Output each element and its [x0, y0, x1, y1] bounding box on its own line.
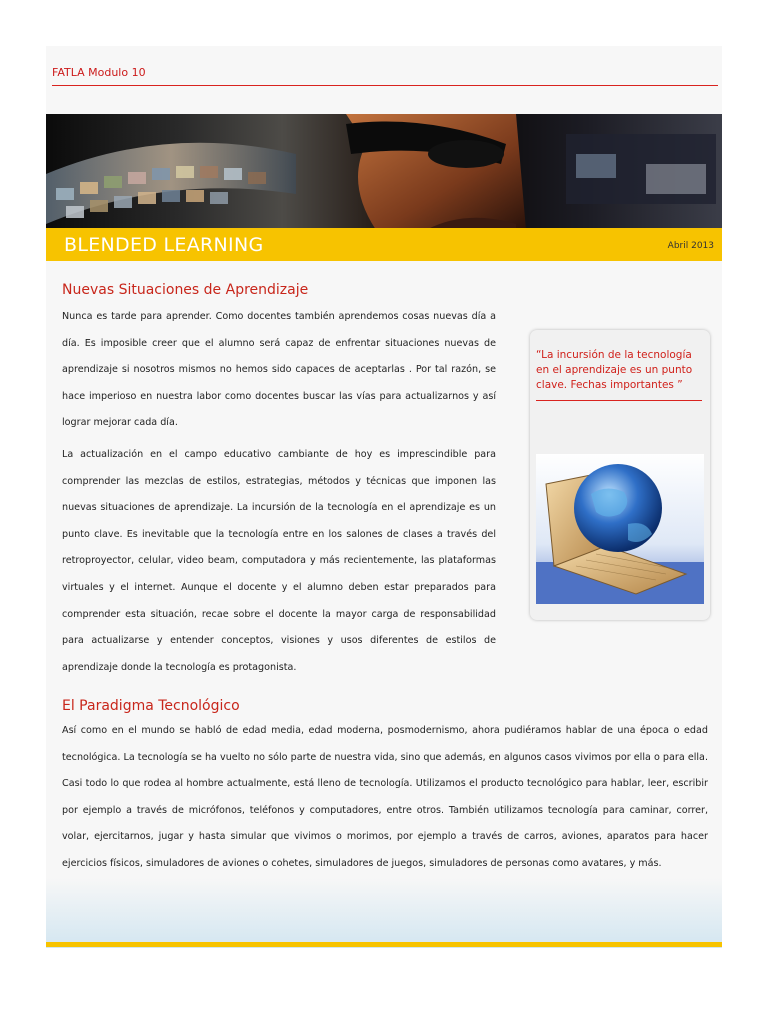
- section2-paragraph: Así como en el mundo se habló de edad media, edad moderna, posmodernismo, ahora pudiéramos hablar de una época o edad tecnológica. La tecnología se ha vuelto no sólo parte de nuestra vida, sino que además, en algunos casos vivimos por ella o para ella. Casi todo lo que rodea al hombre actualmente, está lleno de tecnología. Utilizamos el producto tecnológico para hablar, leer, escribir por ejemplo a través de micrófonos, teléfonos y computadores, entre otros. También utilizamos tecnología para caminar, correr, volar, ejercitarnos, jugar y hasta simular que vivimos o morimos, por ejemplo a través de carros, aviones, aparatos para hacer ejercicios físicos, simuladores de aviones o cohetes, simuladores de juegos, simuladores de personas como avatares, y más.: [62, 725, 708, 869]
- issue-date: Abril 2013: [667, 241, 714, 251]
- hero-illustration: [46, 114, 722, 230]
- sidebar-divider: [536, 400, 702, 401]
- section2-body: [62, 718, 708, 878]
- footer-bar: [46, 942, 722, 947]
- section1-paragraph-2: La actualización en el campo educativo cambiante de hoy es imprescindible para comprender las mezclas de estilos, estrategias, métodos y técnicas que imponen las nuevas situaciones de aprendizaje. La incursión de la tecnología en el aprendizaje es un punto clave. Es inevitable que la tecnología entre en los salones de clases a través del retroproyector, celular, video beam, computadora y más recientemente, las plataformas virtuales y el internet. Aunque el docente y el alumno deben estar preparados para comprender esta situación, recae sobre el docente la mayor carga de responsabilidad para actualizarse y entender conceptos, visiones y usos diferentes de estilos de aprendizaje donde la tecnología es protagonista.: [62, 448, 496, 673]
- hero-image: [46, 114, 722, 230]
- laptop-globe-image: [536, 454, 704, 604]
- sidebar-quote: “La incursión de la tecnología en el aprendizaje es un punto clave. Fechas importantes ”: [536, 349, 693, 391]
- title-banner: [46, 228, 722, 261]
- section1-heading: Nuevas Situaciones de Aprendizaje: [62, 282, 309, 298]
- header-divider: [52, 85, 718, 86]
- laptop-globe-illustration: [536, 454, 704, 604]
- section1-paragraph-1: Nunca es tarde para aprender. Como docentes también aprendemos cosas nuevas día a día. Es imposible creer que el alumno será capaz de enfrentar situaciones nuevas de aprendizaje si nosotros mismos no hemos sido capaces de aceptarlas . Por tal razón, se hace imperioso en nuestra labor como docentes buscar las vías para actualizarnos y así lograr mejorar cada día.: [62, 311, 496, 429]
- section2-heading: El Paradigma Tecnológico: [62, 698, 240, 714]
- page-bottom-gradient: [46, 878, 722, 948]
- header-label: FATLA Modulo 10: [52, 66, 146, 79]
- sidebar-quote-box: [530, 330, 710, 620]
- section1-body: [62, 304, 496, 691]
- newsletter-page: [46, 46, 722, 948]
- newsletter-title: BLENDED LEARNING: [64, 234, 264, 256]
